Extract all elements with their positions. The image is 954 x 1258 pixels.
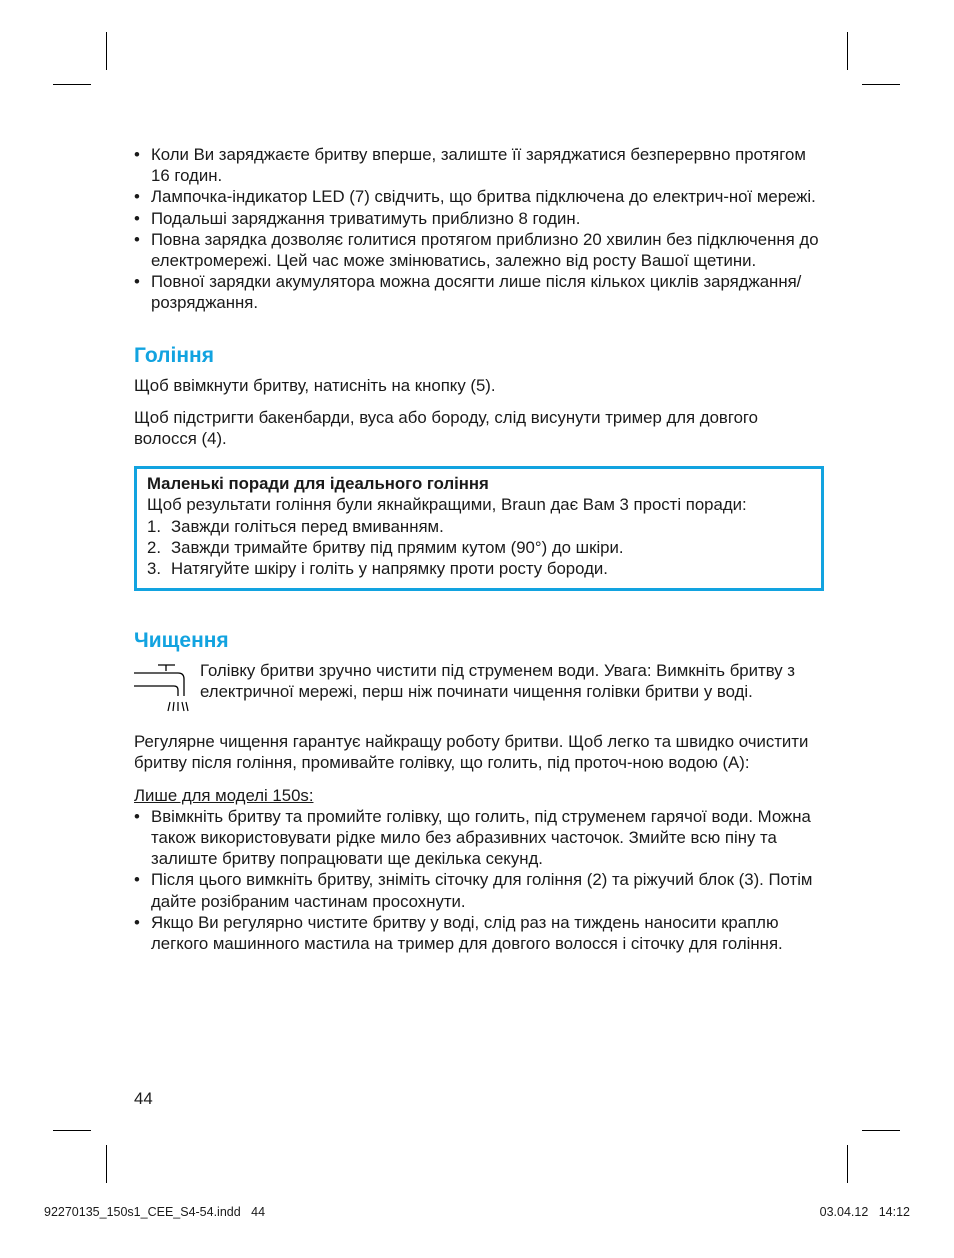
list-item: • Ввімкніть бритву та промийте голівку, що голить, під струменем гарячої води. Можна також використовувати рідке мило без абразивних часточок. Змийте всю піну та залиште бритву попрацювати ще декілька секунд. <box>134 806 824 870</box>
page-number: 44 <box>134 1089 153 1108</box>
tip-text: Завжди тримайте бритву під прямим кутом (90°) до шкіри. <box>171 537 624 557</box>
list-item <box>147 558 811 579</box>
tip-text: Завжди голіться перед вмиванням. <box>171 516 444 536</box>
crop-mark-tl-v <box>106 32 107 70</box>
tips-box <box>134 466 824 591</box>
list-item: • Коли Ви заряджаєте бритву вперше, залиште її заряджатися безперервно протягом 16 годин. <box>134 144 824 186</box>
tip-number: 1. <box>147 516 161 536</box>
tips-title: Маленькі поради для ідеального гоління <box>147 474 489 494</box>
list-item <box>147 516 811 537</box>
crop-mark-bl-h <box>53 1130 91 1131</box>
list-item: • Повна зарядка дозволяє голитися протягом приблизно 20 хвилин без підключення до електромережі. Цей час може змінюватись, залежно від росту Вашої щетини. <box>134 229 824 271</box>
tips-intro: Щоб результати гоління були якнайкращими, Braun дає Вам 3 прості поради: <box>147 495 747 515</box>
cleaning-para: Регулярне чищення гарантує найкращу роботу бритви. Щоб легко та швидко очистити бритву після гоління, промивайте голівку, що голить, під проточ-ною водою (A): <box>134 732 809 773</box>
shaving-heading: Гоління <box>134 343 214 367</box>
cleaning-intro <box>134 660 824 720</box>
crop-mark-tl-h <box>53 84 91 85</box>
list-item: • Подальші заряджання триватимуть приблизно 8 годин. <box>134 208 824 229</box>
tips-list <box>147 516 811 580</box>
list-item: • Повної зарядки акумулятора можна досягти лише після кількох циклів заряджання/розряджання. <box>134 271 824 313</box>
model-note: Лише для моделі 150s: <box>134 785 314 805</box>
shaving-para-1: Щоб ввімкнути бритву, натисніть на кнопку (5). <box>134 375 496 395</box>
charging-list <box>134 144 824 314</box>
list-item: • Після цього вимкніть бритву, зніміть сіточку для гоління (2) та ріжучий блок (3). Потім дайте розібраним частинам просохнути. <box>134 869 824 911</box>
shaving-para-2: Щоб підстригти бакенбарди, вуса або бороду, слід висунути тример для довгого волосся (4). <box>134 407 759 449</box>
cleaning-list <box>134 806 824 954</box>
list-item <box>147 537 811 558</box>
cleaning-icon-text: Голівку бритви зручно чистити під струменем води. Увага: Вимкніть бритву з електричної мережі, перш ніж починати чищення голівки бритви у воді. <box>200 661 795 702</box>
footer-file: 92270135_150s1_CEE_S4-54.indd 44 <box>44 1205 266 1219</box>
footer-date: 03.04.12 14:12 <box>819 1205 910 1219</box>
crop-mark-bl-v <box>106 1145 107 1183</box>
water-tap-icon <box>134 660 200 720</box>
crop-mark-br-v <box>847 1145 848 1183</box>
tip-number: 3. <box>147 559 161 579</box>
crop-mark-br-h <box>862 1130 900 1131</box>
tip-number: 2. <box>147 537 161 557</box>
list-item: • Якщо Ви регулярно чистите бритву у воді, слід раз на тиждень наносити краплю легкого машинного мастила на тример для довгого волосся і сіточку для гоління. <box>134 912 824 954</box>
tip-text: Натягуйте шкіру і голіть у напрямку проти росту бороди. <box>171 559 608 579</box>
crop-mark-tr-v <box>847 32 848 70</box>
page-content <box>134 144 824 954</box>
cleaning-heading: Чищення <box>134 629 229 653</box>
list-item: • Лампочка-індикатор LED (7) свідчить, що бритва підключена до електрич-ної мережі. <box>134 186 824 207</box>
crop-mark-tr-h <box>862 84 900 85</box>
